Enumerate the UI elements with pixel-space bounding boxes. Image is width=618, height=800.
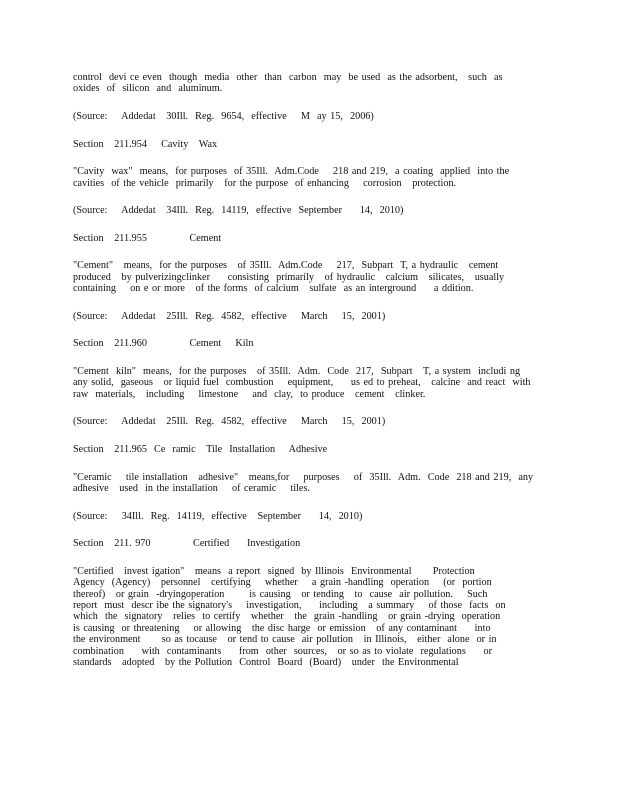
text-line: is causing or threatening or allowing the disc harge or emission of any contaminant into	[73, 622, 491, 634]
section-heading	[73, 338, 528, 349]
text-line: produced by pulverizingclinker consisting primarily of hydraulic calcium silicates, usually	[73, 271, 505, 283]
text-line: Section 211.965 Ce ramic Tile Installation Adhesive	[73, 443, 328, 455]
text-line: oxides of silicon and aluminum.	[73, 83, 223, 95]
text-line: control devi ce even though media other than carbon may be used as the adsorbent, such as	[73, 72, 503, 83]
text-line: which the signatory relies to certify whether the grain -handling or grain -drying operation	[73, 611, 501, 623]
text-line: (Source: Addedat 25Ill. Reg. 4582, effective March 15, 2001)	[73, 310, 386, 322]
text-line: any solid, gaseous or liquid fuel combustion equipment, us ed to preheat, calcine and react with	[73, 377, 531, 389]
source-note	[73, 311, 528, 322]
definition-paragraph	[73, 260, 528, 294]
source-note	[73, 511, 528, 522]
section-heading	[73, 444, 528, 455]
text-line: adhesive used in the installation of ceramic tiles.	[73, 482, 310, 494]
text-line: (Source: Addedat 25Ill. Reg. 4582, effective March 15, 2001)	[73, 416, 386, 428]
definition-paragraph	[73, 566, 528, 669]
text-line: (Source: Addedat 30Ill. Reg. 9654, effective M ay 15, 2006)	[73, 111, 374, 122]
text-line: "Cement" means, for the purposes of 35Ill. Adm.Code 217, Subpart T, a hydraulic cement	[73, 260, 499, 272]
text-line: combination with contaminants from other sources, or so as to violate regulations or	[73, 645, 493, 657]
text-line: the environment so as tocause or tend to cause air pollution in Illinois, either alone or in	[73, 634, 497, 646]
document-page	[73, 72, 534, 685]
text-line: containing on e or more of the forms of calcium sulfate as an interground a ddition.	[73, 283, 474, 295]
text-line: (Source: Addedat 34Ill. Reg. 14119, effective September 14, 2010)	[73, 205, 404, 217]
definition-paragraph	[73, 72, 528, 95]
source-note	[73, 205, 528, 216]
text-line: (Source: 34Ill. Reg. 14119, effective September 14, 2010)	[73, 510, 363, 522]
text-line: Section 211.960 Cement Kiln	[73, 338, 254, 350]
text-line: Section 211. 970 Certified Investigation	[73, 538, 301, 550]
text-line: "Ceramic tile installation adhesive" means,for purposes of 35Ill. Adm. Code 218 and 219, any	[73, 471, 534, 483]
section-heading	[73, 139, 528, 150]
source-note	[73, 416, 528, 427]
text-line: report must descr ibe the signatory's investigation, including a summary of those facts on	[73, 599, 506, 611]
definition-paragraph	[73, 471, 534, 495]
text-line: raw materials, including limestone and clay, to produce cement clinker.	[73, 388, 426, 400]
text-line: standards adopted by the Pollution Control Board (Board) under the Environmental	[73, 657, 459, 668]
text-line: Agency (Agency) personnel certifying whether a grain -handling operation (or portion	[73, 577, 492, 589]
text-line: "Cavity wax" means, for purposes of 35Ill. Adm.Code 218 and 219, a coating applied into the	[73, 166, 510, 178]
section-heading	[73, 233, 528, 244]
text-line: Section 211.955 Cement	[73, 232, 222, 244]
definition-paragraph	[73, 365, 531, 400]
text-line: "Certified invest igation" means a report signed by Illinois Environmental Protection	[73, 565, 475, 577]
text-line: Section 211.954 Cavity Wax	[73, 138, 218, 150]
section-heading	[73, 538, 528, 549]
source-note	[73, 111, 528, 122]
definition-paragraph	[73, 166, 528, 189]
text-line: cavities of the vehicle primarily for the purpose of enhancing corrosion protection.	[73, 177, 457, 189]
text-line: thereof) or grain -dryingoperation is causing or tending to cause air pollution. Such	[73, 588, 488, 600]
text-line: "Cement kiln" means, for the purposes of 35Ill. Adm. Code 217, Subpart T, a system includi ng	[73, 365, 521, 377]
